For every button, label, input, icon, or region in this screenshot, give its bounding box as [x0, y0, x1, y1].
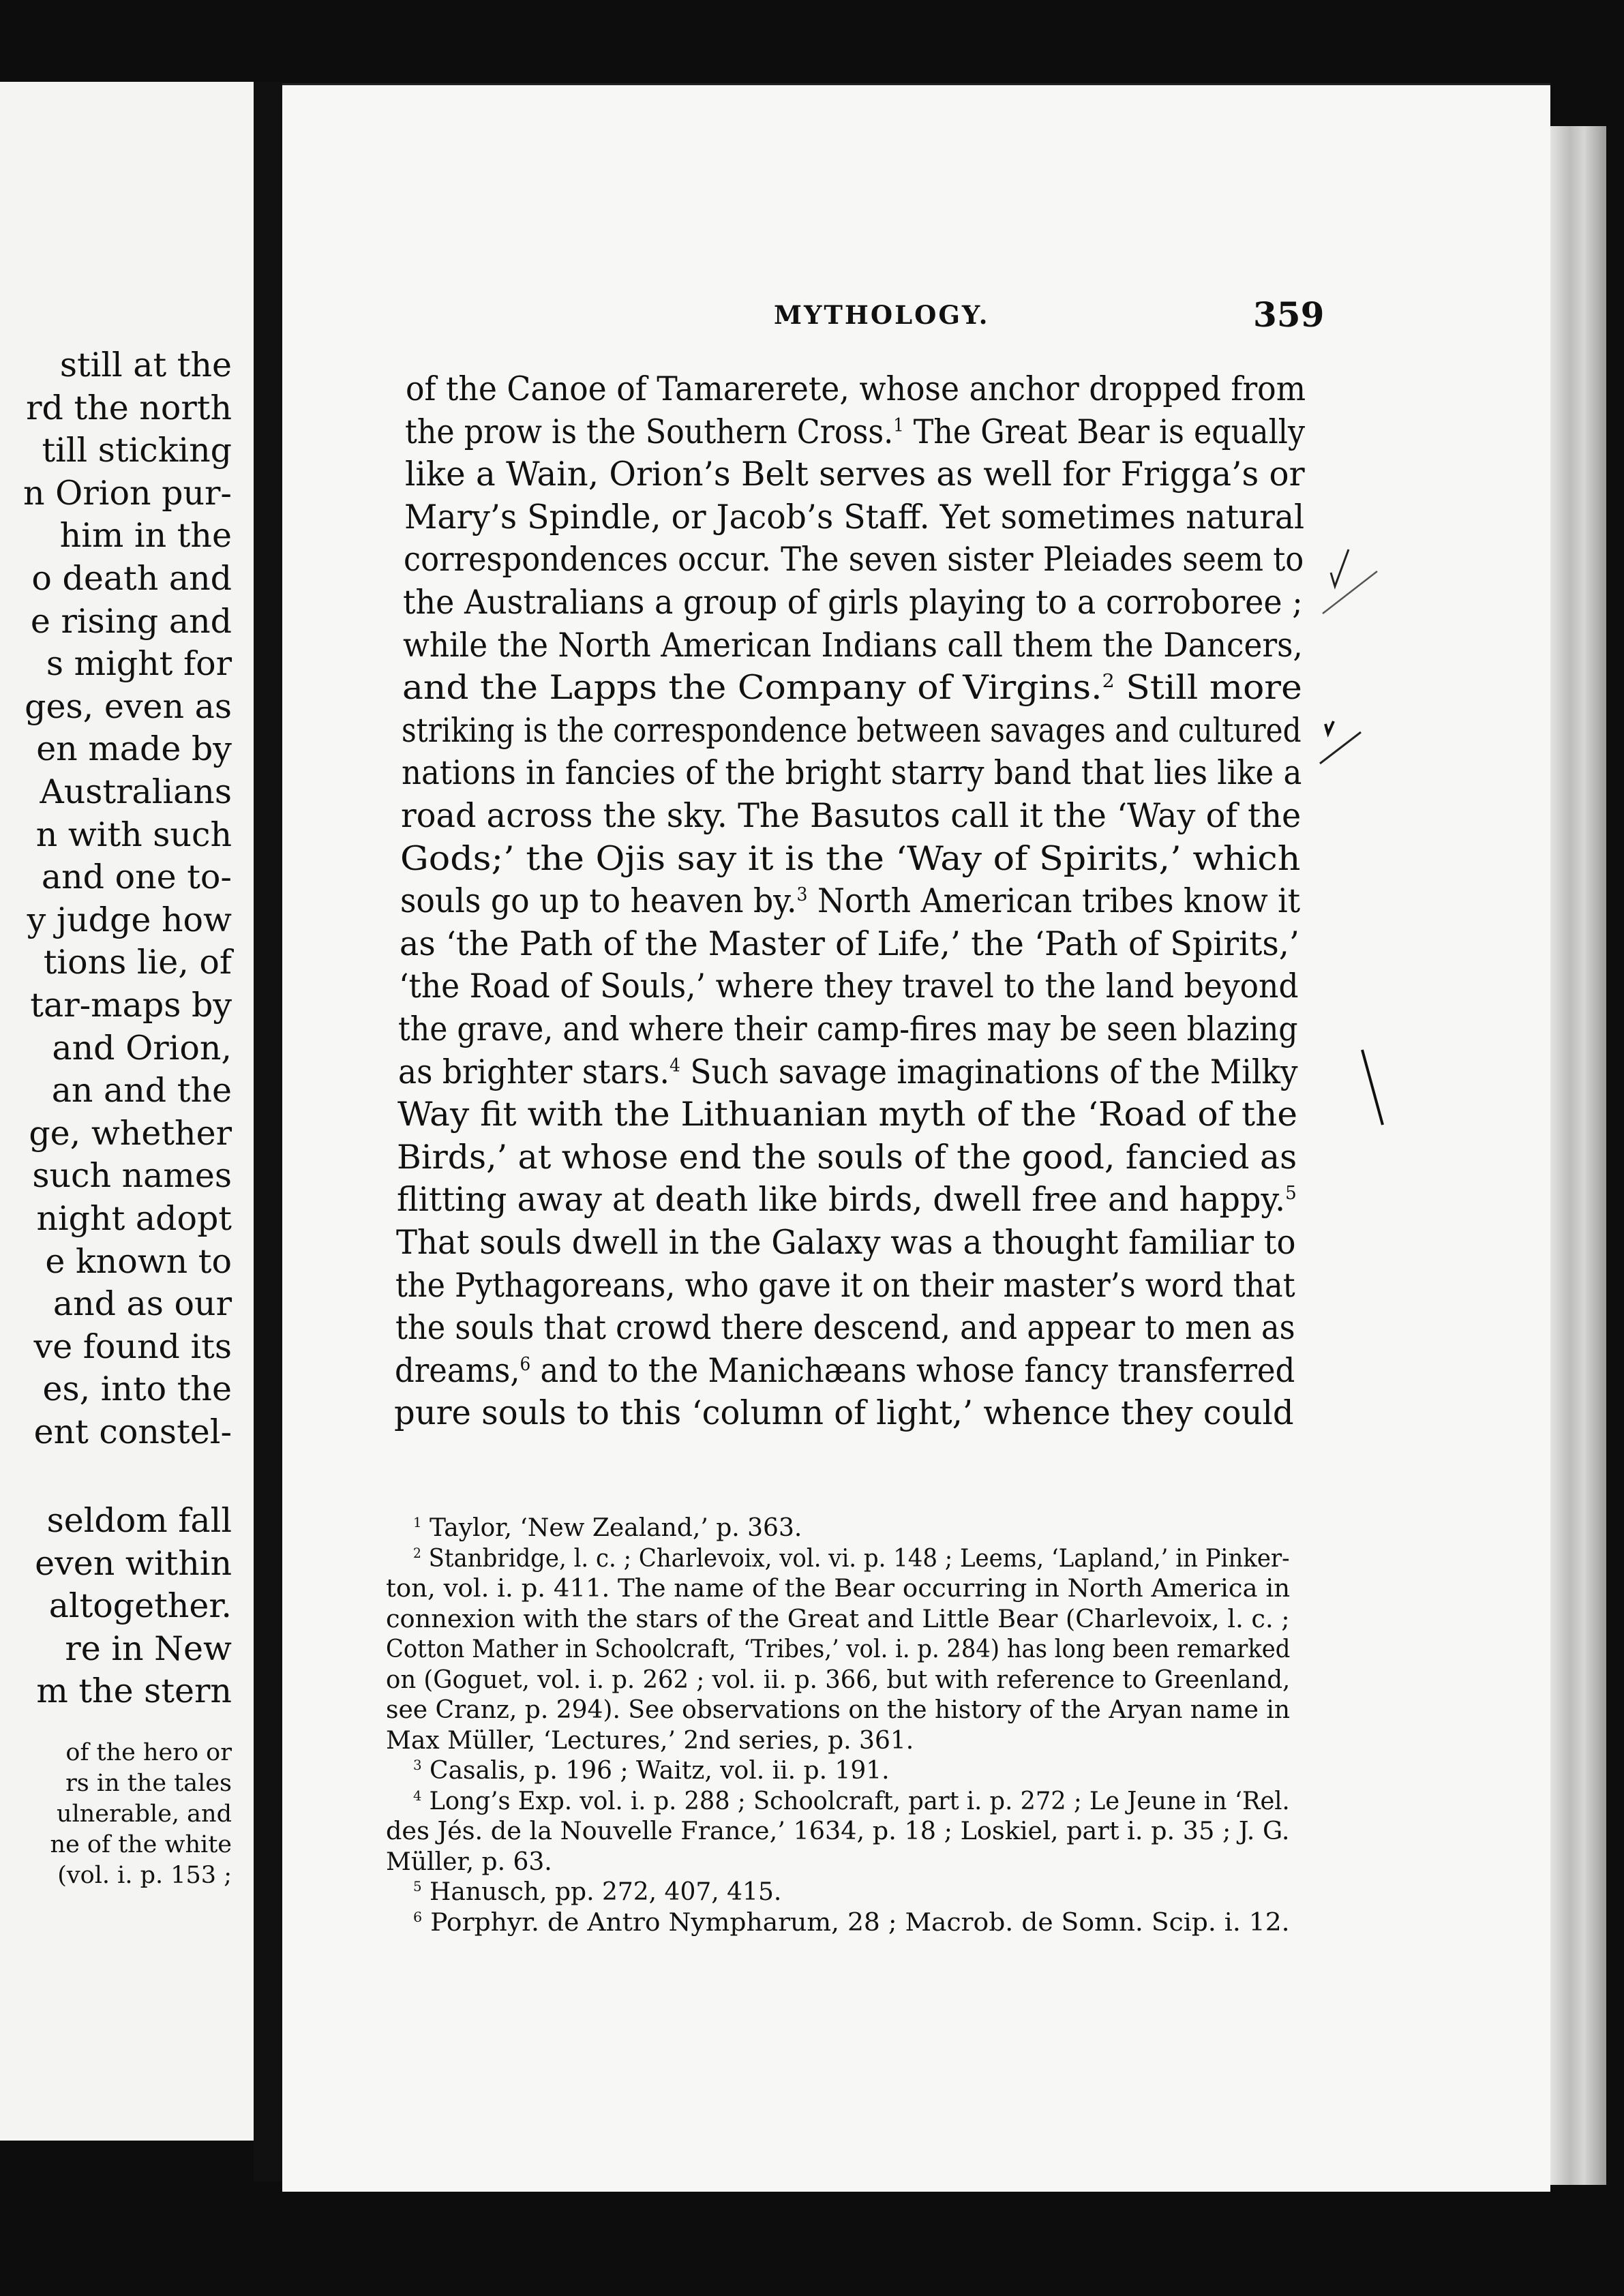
- body-line-text: as brighter stars.: [398, 1053, 670, 1091]
- body-line: [395, 1265, 1295, 1307]
- footnote-number: 5: [413, 1879, 422, 1894]
- body-line-text: That souls dwell in the Galaxy was a thought familiar to: [396, 1224, 1296, 1262]
- footnote-text: Casalis, p. 196 ; Waitz, vol. ii. p. 191.: [421, 1757, 890, 1785]
- body-line: [402, 710, 1302, 752]
- footnote-line: [413, 1908, 1290, 1938]
- footnote-line: [413, 1877, 781, 1907]
- left-page-line: and one to-: [41, 858, 232, 897]
- left-page-line: tar-maps by: [30, 986, 232, 1025]
- left-page-line: tions lie, of: [43, 943, 232, 982]
- body-line-text: the souls that crowd there descend, and appear to men as: [395, 1309, 1295, 1348]
- footnote-text: des Jés. de la Nouvelle France,’ 1634, p. 18 ; Loskiel, part i. p. 35 ; J. G.: [386, 1817, 1290, 1845]
- footnote-ref: 2: [1102, 671, 1115, 693]
- left-page-line: o death and: [31, 559, 232, 598]
- footnote-line: [386, 1726, 914, 1756]
- left-page-line: ent constel-: [33, 1413, 232, 1451]
- footnote-text: on (Goguet, vol. i. p. 262 ; vol. ii. p. 366, but with reference to Greenland,: [386, 1665, 1291, 1694]
- left-page-line: rs in the tales: [65, 1770, 232, 1797]
- left-page-line: Australians: [40, 772, 232, 811]
- page-edge: [1550, 126, 1606, 2185]
- footnote-number: 3: [413, 1757, 422, 1773]
- left-page-line: altogether.: [48, 1586, 232, 1626]
- body-line-text: nations in fancies of the bright starry band that lies like a: [402, 754, 1302, 793]
- body-line-text: Gods;’ the Ojis say it is the ‘Way of Spirits,’ which: [400, 839, 1301, 878]
- body-line-text: the Australians a group of girls playing to a corroboree ;: [403, 584, 1303, 622]
- left-page-line: n Orion pur-: [23, 473, 232, 513]
- body-line-text: Way fit with the Lithuanian myth of the ‘Road of the: [397, 1096, 1297, 1134]
- left-page-line: even within: [35, 1543, 232, 1583]
- body-line: [404, 539, 1304, 581]
- body-line-text: the Pythagoreans, who gave it on their master’s word that: [395, 1266, 1295, 1305]
- left-page-line: of the hero or: [65, 1739, 232, 1766]
- body-line: [405, 453, 1305, 496]
- body-line-text: striking is the correspondence between savages and cultured: [402, 711, 1302, 750]
- left-page-line: s might for: [46, 644, 232, 684]
- body-line-text: flitting away at death like birds, dwell free and happy.: [397, 1181, 1286, 1220]
- left-page-line: e known to: [45, 1241, 232, 1281]
- body-line: [401, 795, 1301, 837]
- footnote-number: 2: [413, 1545, 421, 1561]
- left-page-line: rd the north: [26, 388, 232, 427]
- book-gutter: [254, 82, 282, 2181]
- footnote-line: [413, 1513, 802, 1543]
- body-line-text: the prow is the Southern Cross.: [405, 412, 894, 451]
- footnote-text: connexion with the stars of the Great and Little Bear (Charlevoix, l. c. ;: [386, 1605, 1290, 1633]
- left-page-line: him in the: [59, 516, 232, 556]
- body-line-text: Mary’s Spindle, or Jacob’s Staff. Yet sometimes natural: [404, 498, 1305, 537]
- left-page-line: seldom fall: [46, 1501, 232, 1540]
- body-line-text: road across the sky. The Basutos call it the ‘Way of the: [401, 797, 1302, 835]
- body-line-text: The Great Bear is equally: [903, 412, 1306, 451]
- body-line-text: while the North American Indians call them the Dancers,: [403, 626, 1303, 665]
- body-line-text: Such savage imaginations of the Milky: [680, 1053, 1298, 1091]
- running-head: MYTHOLOGY.: [774, 300, 990, 330]
- footnote-line: [386, 1574, 1290, 1604]
- left-page-line: re in New: [65, 1629, 232, 1668]
- body-line-text: as ‘the Path of the Master of Life,’ the ‘Path of Spirits,’: [400, 924, 1299, 963]
- footnote-text: see Cranz, p. 294). See observations on the history of the Aryan name in: [386, 1696, 1291, 1724]
- body-line: [399, 965, 1299, 1008]
- footnote-ref: 6: [520, 1353, 531, 1375]
- left-page-line: en made by: [36, 729, 232, 769]
- footnote-text: Müller, p. 63.: [386, 1847, 552, 1876]
- body-line: [397, 1093, 1297, 1136]
- body-line-text: correspondences occur. The seven sister Pleiades seem to: [404, 541, 1304, 579]
- left-page-line: n with such: [35, 815, 232, 854]
- left-page-line: ulnerable, and: [57, 1800, 232, 1828]
- body-line-text: dreams,: [395, 1351, 520, 1390]
- left-page-line: es, into the: [42, 1370, 232, 1409]
- pencil-stroke: [1323, 571, 1377, 614]
- body-line: [400, 923, 1299, 965]
- footnote-line: [413, 1787, 1290, 1817]
- footnote-line: [386, 1847, 552, 1877]
- footnote-ref: 1: [893, 414, 904, 436]
- body-line: [395, 1307, 1295, 1349]
- body-line: [402, 667, 1302, 709]
- body-line-text: like a Wain, Orion’s Belt serves as well for Frigga’s or: [405, 455, 1305, 494]
- body-line-text: ‘the Road of Souls,’ where they travel to the land beyond: [399, 967, 1299, 1006]
- body-line: [405, 411, 1305, 453]
- checkmark-mark: [1331, 549, 1349, 586]
- footnote-line: [413, 1756, 890, 1786]
- body-line-text: of the Canoe of Tamarerete, whose anchor dropped from: [406, 370, 1306, 408]
- footnote-text: ton, vol. i. p. 411. The name of the Bear occurring in North America in: [386, 1575, 1291, 1603]
- left-page-line: and Orion,: [52, 1028, 232, 1068]
- body-line-text: the grave, and where their camp-fires may be seen blazing: [398, 1010, 1298, 1048]
- left-page-line: e rising and: [30, 601, 232, 641]
- vertical-margin-line: [1362, 1050, 1383, 1125]
- body-line-text: Birds,’ at whose end the souls of the good, fancied as: [397, 1138, 1297, 1177]
- left-page-line: till sticking: [42, 431, 232, 470]
- left-page-line: ges, even as: [25, 686, 232, 726]
- footnote-text: Cotton Mather in Schoolcraft, ‘Tribes,’ vol. i. p. 284) has long been remarked: [386, 1635, 1291, 1663]
- left-page-line: ve found its: [33, 1327, 232, 1366]
- body-line: [396, 1222, 1296, 1264]
- footnote-text: Stanbridge, l. c. ; Charlevoix, vol. vi. p. 148 ; Leems, ‘Lapland,’ in Pinker-: [421, 1544, 1290, 1573]
- body-line: [395, 1350, 1295, 1392]
- checkmark-mark: [1325, 721, 1334, 734]
- left-page-line: night adopt: [36, 1199, 232, 1238]
- footnote-number: 4: [413, 1787, 422, 1804]
- page-number: 359: [1253, 294, 1325, 335]
- left-page-line: m the stern: [36, 1672, 232, 1711]
- body-line: [404, 496, 1304, 539]
- footnote-line: [386, 1695, 1290, 1725]
- body-line: [403, 581, 1303, 624]
- footnote-ref: 5: [1285, 1183, 1297, 1205]
- left-page-line: ne of the white: [50, 1831, 232, 1858]
- left-page-line: ge, whether: [29, 1113, 232, 1153]
- body-line: [398, 1008, 1298, 1051]
- body-line: [394, 1392, 1294, 1434]
- body-line: [400, 880, 1300, 922]
- body-line-text: and the Lapps the Company of Virgins.: [402, 669, 1102, 708]
- footnote-number: 6: [413, 1909, 423, 1925]
- left-page-line: (vol. i. p. 153 ;: [57, 1862, 232, 1889]
- footnote-line: [386, 1635, 1290, 1665]
- left-page-line: an and the: [51, 1071, 232, 1111]
- footnote-ref: 3: [796, 884, 808, 906]
- footnote-line: [386, 1665, 1290, 1695]
- margin-checkmarks: [1316, 539, 1391, 1138]
- body-line-text: souls go up to heaven by.: [400, 882, 797, 921]
- body-line-text: Still more: [1114, 669, 1302, 708]
- body-line: [397, 1136, 1297, 1179]
- footnote-text: Taylor, ‘New Zealand,’ p. 363.: [421, 1514, 802, 1542]
- footnote-ref: 4: [669, 1055, 680, 1076]
- pencil-stroke: [1320, 732, 1361, 764]
- footnote-line: [413, 1544, 1290, 1574]
- body-line: [403, 624, 1303, 667]
- left-page-line: y judge how: [27, 900, 232, 939]
- body-line-text: and to the Manichæans whose fancy transferred: [530, 1351, 1295, 1390]
- body-line-text: North American tribes know it: [807, 882, 1301, 921]
- body-line: [406, 368, 1306, 410]
- body-line-text: pure souls to this ‘column of light,’ whence they could: [394, 1394, 1294, 1433]
- footnote-text: Hanusch, pp. 272, 407, 415.: [421, 1878, 782, 1906]
- body-line: [397, 1179, 1297, 1221]
- footnote-text: Porphyr. de Antro Nympharum, 28 ; Macrob. de Somn. Scip. i. 12.: [422, 1908, 1290, 1937]
- footnote-text: Max Müller, ‘Lectures,’ 2nd series, p. 361.: [386, 1726, 914, 1755]
- body-line: [402, 752, 1302, 794]
- body-line: [398, 1051, 1298, 1093]
- footnote-line: [386, 1605, 1290, 1635]
- left-page-line: still at the: [59, 346, 232, 384]
- footnote-text: Long’s Exp. vol. i. p. 288 ; Schoolcraft, part i. p. 272 ; Le Jeune in ‘Rel.: [421, 1787, 1290, 1815]
- left-page-line: and as our: [52, 1284, 232, 1324]
- left-page: [0, 82, 254, 2141]
- footnote-number: 1: [413, 1515, 422, 1530]
- footnote-line: [386, 1817, 1290, 1847]
- body-line: [400, 838, 1300, 880]
- left-page-line: such names: [32, 1156, 232, 1196]
